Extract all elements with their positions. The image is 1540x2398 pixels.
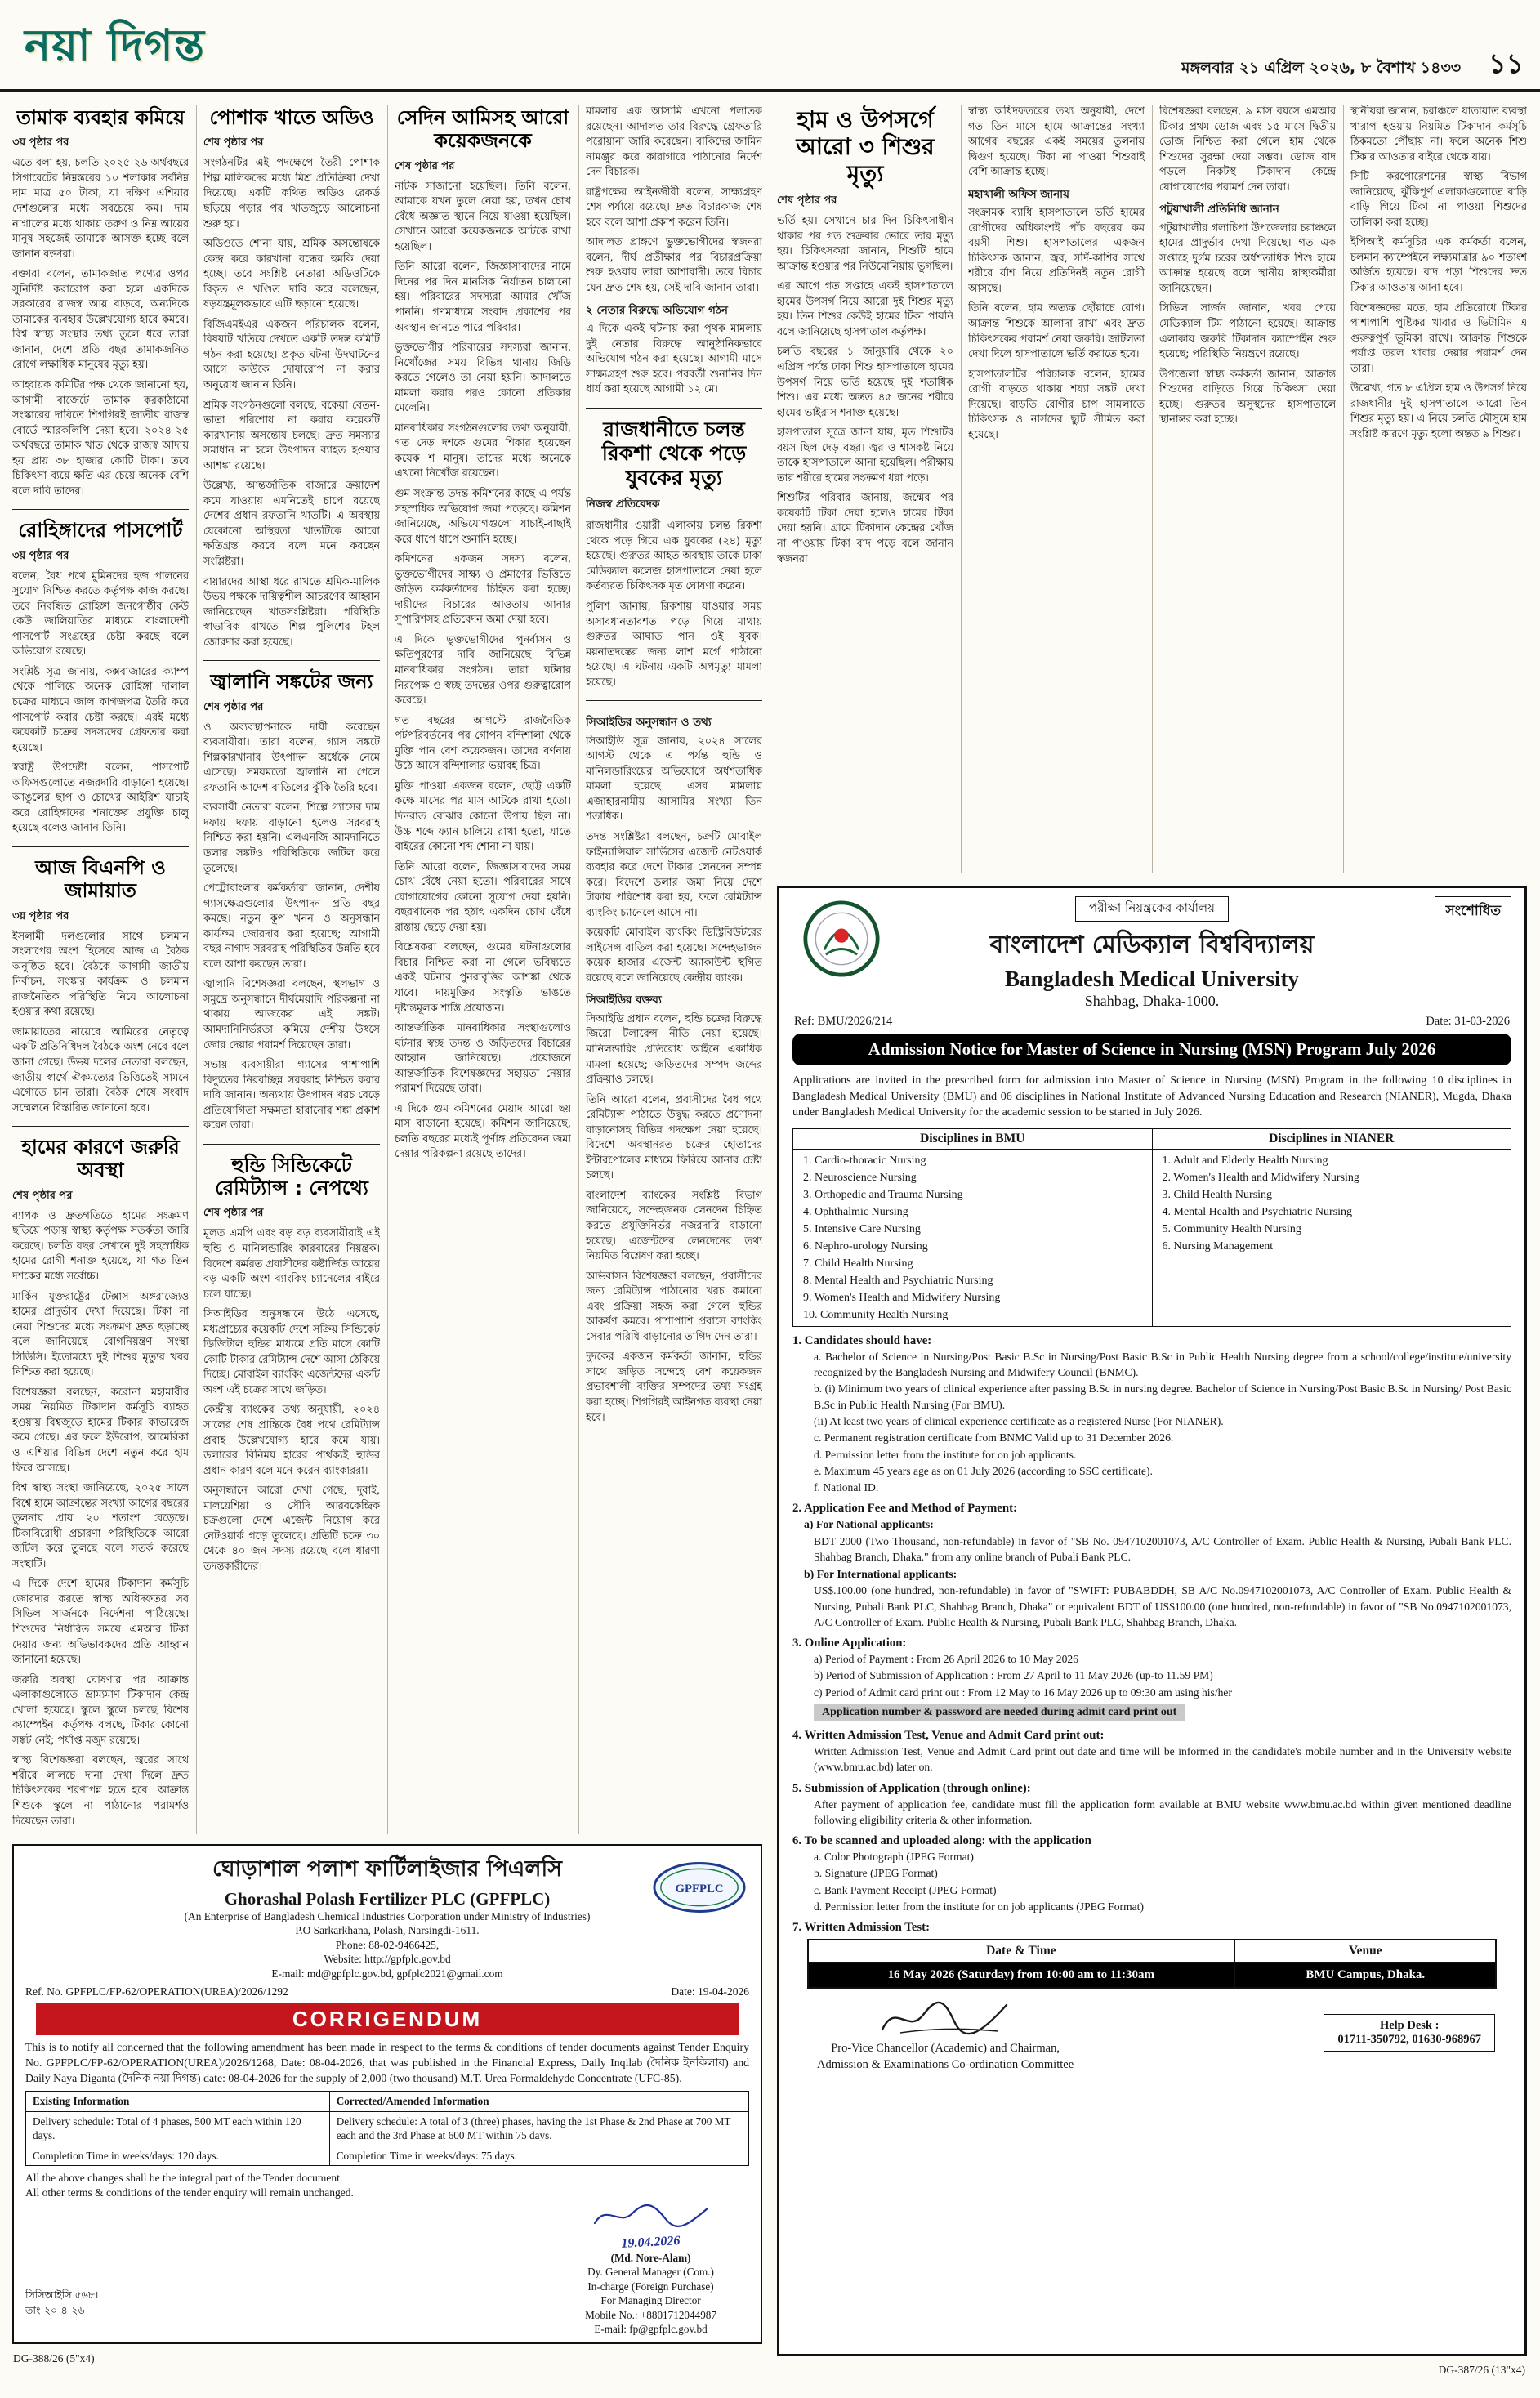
paragraph: c. Permanent registration certificate from BNMC Valid up to 31 December 2026.: [814, 1431, 1174, 1445]
paragraph: ব্যাপক ও দ্রুতগতিতে হামের সংক্রমণ ছড়িয়ে পড়ায় স্বাস্থ্য কর্তৃপক্ষ সতর্কতা জারি করেছে। চলতি বছর সেখানে দুই সহস্রাধিক হামের রোগী শনাক্ত হয়েছে, যা গত তিন দশকের মধ্যে সর্বোচ্চ।: [12, 1209, 189, 1283]
paragraph: a. Color Photograph (JPEG Format): [814, 1851, 974, 1864]
news-column-4: [586, 105, 762, 1834]
paragraph: এ দিকে দেশে হামের টিকাদান কর্মসূচি জোরদার করতে স্বাস্থ্য অধিদফতর সব সিভিল সার্জনকে নির্দেশনা পাঠিয়েছে। শিশুদের নির্ধারিত সময়ে এমআর টিকা দেয়ার জন্য অভিভাবকদের প্রতি আহ্বান জানানো হয়েছে।: [12, 1578, 189, 1667]
article-fuel-crisis: [203, 660, 380, 1134]
article-body: [395, 180, 571, 1163]
gpfplc-ad-print-tag: DG-388/26 (5"x4): [13, 2352, 95, 2365]
measles-subcolumn-1: [777, 105, 953, 873]
paragraph: তিনি আরো বলেন, জিজ্ঞাসাবাদের নামে দিনের পর দিন মানসিক নির্যাতন চালানো হয়। পরিবারের সদস্যরা আমার খোঁজ পাননি। গণমাধ্যমে সংবাদ প্রকাশের পর অবস্থান জানতে পারে পরিবার।: [395, 261, 571, 334]
continued-from-marker: শেষ পৃষ্ঠার পর: [12, 1189, 73, 1202]
section-title: 1. Candidates should have:: [792, 1333, 932, 1347]
paragraph: উপজেলা স্বাস্থ্য কর্মকর্তা জানান, আক্রান্ত শিশুদের বাড়িতে গিয়ে চিকিৎসা দেয়া হচ্ছে। গুরুতর অসুস্থদের হাসপাতালে স্থানান্তর করা হচ্ছে।: [1159, 368, 1336, 426]
paragraph: নাটক সাজানো হয়েছিল। তিনি বলেন, আমাকে যখন তুলে নেয়া হয়, তখন চোখ বেঁধে অজ্ঞাত স্থানে নিয়ে যাওয়া হয়েছিল। সেখানে আরো কয়েকজনকে আটকে রাখা হয়েছিল।: [395, 180, 571, 253]
article-body: [12, 1209, 189, 1829]
gpfplc-signature-block: [585, 2202, 716, 2336]
disciplines-table: [792, 1128, 1511, 1327]
article-body: [777, 214, 953, 567]
university-address: Shahbag, Dhaka-1000.: [1084, 993, 1220, 1009]
paragraph: c. Bank Payment Receipt (JPEG Format): [814, 1883, 997, 1896]
paragraph: 3. Orthopedic and Trauma Nursing: [803, 1188, 963, 1201]
paragraph: 9. Women's Health and Midwifery Nursing: [803, 1291, 1001, 1304]
continued-from-marker: শেষ পৃষ্ঠার পর: [395, 159, 455, 172]
bmu-header: [792, 896, 1511, 1010]
paragraph: স্বরাষ্ট্র উপদেষ্টা বলেন, পাসপোর্ট অফিসগুলোতে নজরদারি বাড়ানো হয়েছে। আঙুলের ছাপ ও চোখের আইরিশ যাচাই করে রোহিঙ্গাদের শনাক্তের প্রযুক্তি চালু হয়েছে বলেও জানান তিনি।: [12, 761, 189, 835]
exam-datetime: 16 May 2026 (Saturday) from 10:00 am to 11:30am: [808, 1963, 1235, 1988]
paragraph: শ্রমিক সংগঠনগুলো বলছে, বকেয়া বেতন-ভাতা পরিশোধ না করায় কয়েকটি কারখানায় অসন্তোষ চলছে। দ্রুত সমস্যার সমাধান না হলে উৎপাদন ব্যাহত হওয়ার আশঙ্কা রয়েছে।: [203, 399, 380, 472]
bmu-section-written-test: [792, 1921, 1511, 1989]
help-desk-numbers: 01711-350792, 01630-968967: [1337, 2033, 1481, 2047]
bmu-section-online-application: [792, 1637, 1511, 1722]
paragraph: পুলিশ জানায়, রিকশায় যাওয়ার সময় অসাবধানতাবশত পড়ে গিয়ে মাথায় গুরুতর আঘাত পান ওই যুবক। ময়নাতদন্তের জন্য লাশ মর্গে পাঠানো হয়েছে। এ ঘটনায় একটি অপমৃত্যু মামলা হয়েছে।: [586, 600, 762, 689]
sub-headline: b) For International applicants:: [804, 1567, 957, 1580]
exam-venue: BMU Campus, Dhaka.: [1234, 1963, 1496, 1988]
ref-number: Ref: BMU/2026/214: [794, 1015, 893, 1028]
gpfplc-corrigendum-ad: [12, 1844, 762, 2344]
company-email: E-mail: md@gpfplc.gov.bd, gpfplc2021@gmail.com: [271, 1967, 503, 1980]
bmu-bottom-row: [792, 1997, 1511, 2073]
bmu-signature-block: [817, 1997, 1074, 2073]
paragraph: 6. Nursing Management: [1162, 1239, 1274, 1253]
paragraph: 5. Intensive Care Nursing: [803, 1222, 921, 1235]
paragraph: মুক্তি পাওয়া একজন বলেন, ছোট্ট একটি কক্ষে মাসের পর মাস আটকে রাখা হতো। দিনরাত বোঝার কোনো উপায় ছিল না। উচ্চ শব্দে ফ্যান চালিয়ে রাখা হতো, যাতে বাইরের কোনো শব্দ শোনা না যায়।: [395, 779, 571, 854]
paragraph: BDT 2000 (Two Thousand, non-refundable) in favor of "SB No. 0947102001073, A/C Controller of Exam. Public Health & Nursing, Pubali Bank PLC. Shahbag Branch, Dhaka." from any online branch of Pubali Bank PLC.: [814, 1535, 1511, 1564]
sub-headline: a) For National applicants:: [804, 1518, 934, 1531]
paragraph: বিশেষজ্ঞরা বলছেন, ৯ মাস বয়সে এমআর টিকার প্রথম ডোজ এবং ১৫ মাসে দ্বিতীয় ডোজ নিশ্চিত করা গেলে হাম থেকে শিশুদের সুরক্ষা দেয়া সম্ভব। ডোজ বাদ পড়লে নিকটস্থ টিকাদান কেন্দ্রে যোগাযোগের পরামর্শ দেন তারা।: [1159, 105, 1336, 194]
amended-completion-time: Completion Time in weeks/days: 75 days.: [329, 2146, 748, 2165]
paragraph: সংশ্লিষ্ট সূত্র জানায়, কক্সবাজারের ক্যাম্প থেকে পালিয়ে অনেক রোহিঙ্গা দালাল চক্রের মাধ্যমে জাল কাগজপত্র তৈরি করে পাসপোর্ট করার চেষ্টা করছে। এরই মধ্যে কয়েকটি চক্রের সদস্যদের গ্রেফতার করা হয়েছে।: [12, 665, 189, 754]
paragraph: এ দিকে গুম কমিশনের মেয়াদ আরো ছয় মাস বাড়ানো হয়েছে। কমিশন জানিয়েছে, চলতি বছরের মধ্যেই পূর্ণাঙ্গ প্রতিবেদন জমা দেয়ার পরিকল্পনা রয়েছে তাদের।: [395, 1102, 571, 1161]
paragraph: সিআইডি সূত্র জানায়, ২০২৪ সালের আগস্ট থেকে এ পর্যন্ত হুন্ডি ও মানিলন্ডারিংয়ের অভিযোগে অর্ধশতাধিক মামলা হয়েছে। এসব মামলায় এজাহারনামীয় আসামির সংখ্যা তিন শতাধিক।: [586, 735, 762, 824]
paragraph: 4. Mental Health and Psychiatric Nursing: [1162, 1205, 1353, 1218]
paragraph: জামায়াতের নায়েবে আমিরের নেতৃত্বে একটি প্রতিনিধিদল বৈঠকে অংশ নেবে বলে জানা গেছে। উভয় দলের নেতারা বলছেন, জাতীয় স্বার্থে ঐকমত্যের ভিত্তিতেই সামনে এগোতে চান তারা। বৈঠক শেষে সংবাদ সম্মেলনে বিস্তারিত জানানো হবে।: [12, 1025, 189, 1114]
controller-office-label: পরীক্ষা নিয়ন্ত্রকের কার্যালয়: [1075, 896, 1229, 922]
paragraph: চলতি বছরের ১ জানুয়ারি থেকে ২০ এপ্রিল পর্যন্ত ঢাকা শিশু হাসপাতালে হামের উপসর্গ নিয়ে ভর্তি হয়েছে দুই শতাধিক শিশু। এর মধ্যে অন্তত ৪৫ জনের শরীরে হামের ভাইরাস শনাক্ত হয়েছে।: [777, 346, 953, 419]
paragraph: উল্লেখ্য, গত ৮ এপ্রিল হাম ও উপসর্গ নিয়ে রাজধানীর দুই হাসপাতালে আরো তিন শিশুর মৃত্যু হয়। এ নিয়ে চলতি মৌসুমে হাম সংশ্লিষ্ট কারণে মৃত্যু হলো অন্তত ৯ শিশুর।: [1350, 382, 1527, 440]
masthead: [0, 0, 1540, 92]
signature-scribble: [876, 1997, 1015, 2039]
article-disappearance-testimony: [395, 106, 571, 1163]
page-number: ১১: [1489, 47, 1524, 79]
paragraph: আন্তর্জাতিক মানবাধিকার সংস্থাগুলোও ঘটনার স্বচ্ছ তদন্ত ও জড়িতদের বিচারের আহ্বান জানিয়েছে। প্রয়োজনে আন্তর্জাতিক বিশেষজ্ঞদের সহায়তা নেয়ার পরামর্শ দিয়েছে তারা।: [395, 1022, 571, 1096]
paragraph: এর আগে গত সপ্তাহে একই হাসপাতালে হামের উপসর্গ নিয়ে আরো দুই শিশুর মৃত্যু হয়। তিন শিশুর কেউই হামের টিকা পায়নি বলে জানিয়েছে হাসপাতাল কর্তৃপক্ষ।: [777, 280, 953, 338]
bmu-section-submission: [792, 1782, 1511, 1829]
disciplines-nianer-list: [1163, 1152, 1502, 1255]
paragraph: বিশ্ব স্বাস্থ্য সংস্থা জানিয়েছে, ২০২৫ সালে বিশ্বে হামে আক্রান্তের সংখ্যা আগের বছরের তুলনায় প্রায় ২০ শতাংশ বেড়েছে। টিকাবিরোধী প্রচারণা পরিস্থিতিকে আরো জটিল করে তুলছে বলে সতর্ক করেছে সংস্থাটি।: [12, 1482, 189, 1570]
measles-subcolumn-4: [1350, 105, 1527, 873]
ref-row: [25, 1985, 749, 1998]
company-name-bn: ঘোড়াশাল পলাশ ফার্টিলাইজার পিএলসি: [212, 1856, 563, 1882]
paragraph: রাষ্ট্রপক্ষের আইনজীবী বলেন, সাক্ষ্যগ্রহণ শেষ পর্যায়ে রয়েছে। দ্রুত বিচারকাজ শেষ হবে বলে আশা প্রকাশ করেন তিনি।: [586, 185, 762, 229]
news-column-1: [12, 105, 189, 1834]
column-rule: [387, 105, 388, 1834]
paragraph: 6. Nephro-urology Nursing: [803, 1239, 928, 1253]
disciplines-bmu-header: Disciplines in BMU: [793, 1128, 1153, 1149]
continued-from-marker: ৩য় পৃষ্ঠার পর: [12, 136, 69, 150]
gpfplc-logo-text: GPFPLC: [675, 1882, 724, 1896]
paragraph: US$.100.00 (one hundred, non-refundable) in favor of "SWIFT: PUBABDDH, SB A/C No.0947102001073, A/C Controller of Exam. Public Health & Nursing, Pubali Bank PLC, Shahbag Branch, Dhaka" or equivalent BDT of US$100.00 (one hundred, non-refundable) in favor of "SB No.0947102001073, A/C Controller of Exam. Public Health & Nursing, Pubali Bank PLC, Shahbag Branch, Dhaka.: [814, 1584, 1511, 1628]
paragraph: মার্কিন যুক্তরাষ্ট্রের টেক্সাস অঙ্গরাজ্যেও হামের প্রাদুর্ভাব দেখা দিয়েছে। টিকা না নেয়া শিশুদের মধ্যে সংক্রমণ দ্রুত ছড়াচ্ছে বলে জানিয়েছে রোগনিয়ন্ত্রণ সংস্থা সিডিসি। ইতোমধ্যে দুই শিশুর মৃত্যুর খবর নিশ্চিত করা হয়েছে।: [12, 1290, 189, 1379]
paragraph: জরুরি অবস্থা ঘোষণার পর আক্রান্ত এলাকাগুলোতে ভ্রাম্যমাণ টিকাদান কেন্দ্র খোলা হয়েছে। স্কুলে স্কুলে চলছে বিশেষ ক্যাম্পেইন। কর্তৃপক্ষ বলছে, টিকার কোনো সঙ্কট নেই; পর্যাপ্ত মজুদ রয়েছে।: [12, 1673, 189, 1747]
paragraph: শিশুটির পরিবার জানায়, জন্মের পর কয়েকটি টিকা দেয়া হলেও হামের টিকা দেয়া হয়নি। গ্রামে টিকাদান কেন্দ্রের খোঁজ না পাওয়ায় টিকা বাদ পড়ে বলে জানান স্বজনরা।: [777, 492, 953, 565]
paragraph: ইপিআই কর্মসূচির এক কর্মকর্তা বলেন, চলমান ক্যাম্পেইনে লক্ষ্যমাত্রার ৯০ শতাংশ অর্জিত হয়েছে। বাদ পড়া শিশুদের দ্রুত টিকার আওতায় আনা হবে।: [1350, 236, 1527, 295]
paragraph: b) Period of Submission of Application : From 27 April to 11 May 2026 (up-to 11.59 PM): [814, 1669, 1213, 1682]
paragraph: সিভিল সার্জন জানান, খবর পেয়ে মেডিক্যাল টিম পাঠানো হয়েছে। আক্রান্ত এলাকায় জরুরি টিকাদান ক্যাম্পেইন শুরু হয়েছে; পরিস্থিতি নিয়ন্ত্রণে রয়েছে।: [1159, 302, 1336, 361]
column-rule: [578, 105, 579, 1834]
continued-from-marker: শেষ পৃষ্ঠার পর: [777, 194, 837, 208]
paragraph: (ii) At least two years of clinical experience certificate as a registered Nurse (For NIANER).: [814, 1414, 1224, 1427]
paragraph: বলেন, বৈধ পথে মুমিনদের হজ পালনের সুযোগ নিশ্চিত করতে কর্তৃপক্ষ কাজ করছে। তবে নিবন্ধিত রোহিঙ্গা জনগোষ্ঠীর কেউ কেউ জালিয়াতির মাধ্যমে বাংলাদেশী পাসপোর্ট সংগ্রহের চেষ্টা করছে বলে অভিযোগ রয়েছে।: [12, 569, 189, 659]
paragraph: e. Maximum 45 years age as on 01 July 2026 (according to SSC certificate).: [814, 1464, 1153, 1477]
paragraph: 2. Women's Health and Midwifery Nursing: [1162, 1171, 1359, 1184]
paragraph: a. Bachelor of Science in Nursing/Post Basic B.Sc in Nursing/Post Basic B.Sc in Public Health Nursing degree from a school/college/institute/university recognized by the Bangladesh Nursing and Midwifery Council (BNMC).: [814, 1350, 1511, 1379]
signatory-title-line2: Admission & Examinations Co-ordination Committee: [817, 2057, 1074, 2071]
cc-line: সিসিআইসি ৫৬৮।: [25, 2288, 99, 2301]
article-headline: হুন্ডি সিন্ডিকেটে রেমিট্যান্স : নেপথ্যে: [215, 1153, 368, 1200]
article-body: [968, 105, 1145, 443]
help-desk-box: [1324, 2014, 1495, 2052]
paragraph: d. Permission letter from the institute for on job applicants (JPEG Format): [814, 1900, 1144, 1913]
existing-completion-time: Completion Time in weeks/days: 120 days.: [26, 2146, 330, 2165]
bmu-section-fees: [792, 1502, 1511, 1630]
paragraph: কয়েকটি মোবাইল ব্যাংকিং ডিস্ট্রিবিউটরের লাইসেন্স বাতিল করা হয়েছে। সন্দেহভাজন কয়েক হাজার এজেন্ট অ্যাকাউন্ট স্থগিত রয়েছে বলে জানিয়েছে কেন্দ্রীয় ব্যাংক।: [586, 927, 762, 985]
paragraph: কেন্দ্রীয় ব্যাংকের তথ্য অনুযায়ী, ২০২৪ সালের শেষ প্রান্তিকে বৈধ পথে রেমিট্যান্স প্রবাহ উল্লেখযোগ্য হারে কমে যায়। ডলারের বিনিময় হারের পার্থক্যই হুন্ডির প্রধান কারণ বলে মনে করেন ব্যাংকাররা।: [203, 1404, 380, 1477]
article-body: [203, 1226, 380, 1574]
newspaper-logo: নয়া দিগন্ত: [25, 20, 205, 71]
section-title: 4. Written Admission Test, Venue and Admit Card print out:: [792, 1728, 1105, 1742]
paragraph: তদন্ত সংশ্লিষ্টরা বলছেন, চক্রটি মোবাইল ফাইন্যান্সিয়াল সার্ভিসের এজেন্ট নেটওয়ার্ক ব্যবহার করে দেশে টাকার লেনদেন সম্পন্ন করে। বিদেশে ডলার জমা নিয়ে দেশে টাকায় পরিশোধ করা হয়, ফলে রেমিট্যান্স ব্যাংকিং চ্যানেলে আসে না।: [586, 830, 762, 919]
corrigendum-banner: CORRIGENDUM: [36, 2003, 738, 2035]
article-bnp-jamaat: [12, 846, 189, 1116]
paragraph: রাজধানীর ওয়ারী এলাকায় চলন্ত রিকশা থেকে পড়ে গিয়ে এক যুবকের (২৪) মৃত্যু হয়েছে। গুরুতর আহত অবস্থায় তাকে ঢাকা মেডিক্যাল কলেজ হাসপাতালে নেয়া হলে কর্তব্যরত চিকিৎসক মৃত ঘোষণা করেন।: [586, 520, 762, 593]
disciplines-nianer-header: Disciplines in NIANER: [1152, 1128, 1511, 1149]
section-title: 2. Application Fee and Method of Payment:: [792, 1502, 1017, 1516]
signatory-email: E-mail: fp@gpfplc.gov.bd: [594, 2323, 708, 2336]
paragraph: তিনি আরো বলেন, প্রবাসীদের বৈধ পথে রেমিট্যান্স পাঠাতে উদ্বুদ্ধ করতে প্রণোদনা বাড়ানোসহ বিভিন্ন পদক্ষেপ নেয়া হয়েছে। বিদেশে অবস্থানরত চক্রের হোতাদের ইন্টারপোলের মাধ্যমে ফিরিয়ে আনার চেষ্টা চলছে।: [586, 1093, 762, 1182]
signatory-title-2: In-charge (Foreign Purchase): [587, 2280, 714, 2293]
paragraph: 8. Mental Health and Psychiatric Nursing: [803, 1274, 993, 1287]
paragraph: সংগঠনটির এই পদক্ষেপে তৈরী পোশাক শিল্প মালিকদের মধ্যে মিশ্র প্রতিক্রিয়া দেখা দিয়েছে। একটি কথিত অডিও রেকর্ড ছড়িয়ে পড়ার পর খাতজুড়ে আলোচনা শুরু হয়।: [203, 157, 380, 230]
paragraph: After payment of application fee, candidate must fill the application form available at BMU website www.bmu.ac.bd within given mentioned deadline following eligibility criteria & other information.: [814, 1797, 1511, 1826]
paragraph: 1. Cardio-thoracic Nursing: [803, 1154, 926, 1167]
news-column-3: [395, 105, 571, 1834]
paragraph: সভায় ব্যবসায়ীরা গ্যাসের পাশাপাশি বিদ্যুতের নিরবচ্ছিন্ন সরবরাহ নিশ্চিত করার দাবি জানান। অন্যথায় উৎপাদন খরচ বেড়ে প্রতিযোগিতা সক্ষমতা হারানোর শঙ্কা প্রকাশ করেন তারা।: [203, 1059, 380, 1132]
paragraph: সংক্রামক ব্যাধি হাসপাতালে ভর্তি হামের রোগীদের অধিকাংশই পাঁচ বছরের কম বয়সী শিশু। হাসপাতালের একজন চিকিৎসক জানান, জ্বর, সর্দি-কাশির সাথে শরীরে র্যাশ নিয়ে প্রতিদিনই নতুন রোগী আসছে।: [968, 207, 1145, 295]
paragraph: তিনি বলেন, হাম অত্যন্ত ছোঁয়াচে রোগ। আক্রান্ত শিশুকে আলাদা রাখা এবং দ্রুত চিকিৎসকের পরামর্শ নেয়া জরুরি। জটিলতা দেখা দিলে হাসপাতালে ভর্তি করাতে হবে।: [968, 302, 1145, 361]
section-title: 7. Written Admission Test:: [792, 1921, 931, 1935]
paragraph: 2. Neuroscience Nursing: [803, 1171, 917, 1184]
article-body: [586, 105, 762, 398]
continued-from-marker: শেষ পৃষ্ঠার পর: [203, 700, 264, 713]
continued-from-marker: শেষ পৃষ্ঠার পর: [203, 1207, 264, 1220]
paragraph: গত বছরের আগস্টে রাজনৈতিক পটপরিবর্তনের পর গোপন বন্দিশালা থেকে মুক্তি পান বেশ কয়েকজন। তাদের বর্ণনায় উঠে আসে বন্দিশালার ভয়াবহ চিত্র।: [395, 714, 571, 773]
paragraph: মূলত এমপি এবং বড় বড় ব্যবসায়ীরাই এই হুন্ডি ও মানিলন্ডারিং কারবারের নিয়ন্ত্রক। বিদেশে কর্মরত প্রবাসীদের কষ্টার্জিত আয়ের বড় একটি অংশ ব্যাংকিং চ্যানেলের বাইরে চলে যাচ্ছে।: [203, 1227, 380, 1301]
bmu-logo: [802, 900, 881, 978]
paragraph: ব্যবসায়ী নেতারা বলেন, শিল্পে গ্যাসের দাম দফায় দফায় বাড়ানো হলেও সরবরাহ নিশ্চিত করা হয়নি। এলএনজি আমদানিতে ডলার সঙ্কটও পরিস্থিতিকে জটিল করে তুলেছে।: [203, 802, 380, 875]
continued-from-marker: ৩য় পৃষ্ঠার পর: [12, 909, 69, 922]
sub-headline: মহাখালী অফিস জানায়: [968, 188, 1069, 201]
corrigendum-body: This is to notify all concerned that the following amendment has been made in respect to the terms & conditions of tender documents against Tender Enquiry No. GPFPLC/FP-62/OPERATION(UREA)/2026/1268, Date: 08-04-2026, that was published in the Financial Express, Daily Inqilab (দৈনিক ইনকিলাব) and Daily Naya Diganta (দৈনিক নয়া দিগন্ত) date: 08-04-2026 for the supply of 2,000 (two thousand) M.T. Urea Formaldehyde Concentrate (UFC-85).: [25, 2041, 749, 2084]
paragraph: হাসপাতাল সূত্রে জানা যায়, মৃত শিশুটির বয়স ছিল দেড় বছর। জ্বর ও শ্বাসকষ্ট নিয়ে তাকে হাসপাতালে আনা হয়েছিল। পরীক্ষায় তার শরীরে হামের সংক্রমণ ধরা পড়ে।: [777, 426, 953, 485]
article-body: [586, 519, 762, 690]
bmu-section-candidates: [792, 1334, 1511, 1496]
company-address: P.O Sarkarkhana, Polash, Narsingdi-1611.: [295, 1924, 480, 1937]
signatory-title-line1: Pro-Vice Chancellor (Academic) and Chairman,: [831, 2042, 1060, 2056]
paragraph: b. Signature (JPEG Format): [814, 1867, 938, 1880]
section-items: [792, 1744, 1511, 1775]
sub-headline: সিআইডির অনুসন্ধান ও তথ্য: [586, 717, 712, 730]
section-title: 6. To be scanned and uploaded along: with the application: [792, 1834, 1091, 1848]
exam-datetime-header: Date & Time: [808, 1940, 1235, 1963]
company-subtitle: (An Enterprise of Bangladesh Chemical Industries Corporation under Ministry of Industries): [184, 1910, 591, 1922]
company-website: Website: http://gpfplc.gov.bd: [324, 1953, 451, 1966]
university-name-en: Bangladesh Medical University: [1004, 967, 1299, 991]
paragraph: আহ্বায়ক কমিটির পক্ষ থেকে জানানো হয়, আগামী বাজেটে তামাক করকাঠামো সংস্কারের দাবিতে শিগগিরই জাতীয় রাজস্ব বোর্ডে স্মারকলিপি দেয়া হবে। ২০২৪-২৫ অর্থবছরে তামাক খাত থেকে রাজস্ব আদায় হয় প্রায় ৩৮ হাজার কোটি টাকা। তবে চিকিৎসা ব্যয়ে ক্ষতি এর চেয়ে অনেক বেশি বলে দাবি তাদের।: [12, 378, 189, 498]
measles-subcolumn-3: [1159, 105, 1336, 873]
paragraph: ভুক্তভোগীর পরিবারের সদস্যরা জানান, নিখোঁজের সময় বিভিন্ন থানায় জিডি করতে গেলেও তা নেয়া হয়নি। আদালতে মামলা করার পরও কোনো প্রতিকার মেলেনি।: [395, 342, 571, 415]
notice-date: Date: 31-03-2026: [1426, 1015, 1510, 1028]
paragraph: স্বাস্থ্য বিশেষজ্ঞরা বলছেন, জ্বরের সাথে শরীরে লালচে দানা দেখা দিলে দ্রুত চিকিৎসকের শরণাপন্ন হতে হবে। আক্রান্ত শিশুকে স্কুলে না পাঠানোর পরামর্শও দিয়েছেন তারা।: [12, 1754, 189, 1828]
article-body: [12, 569, 189, 837]
paragraph: b. (i) Minimum two years of clinical experience after passing B.Sc in nursing degree. Bachelor of Science in Nursing/Post Basic B.Sc in Nursing/ Post Basic B.Sc in Public Health Nursing (For BMU).: [814, 1382, 1511, 1411]
paragraph: স্থানীয়রা জানান, চরাঞ্চলে যাতায়াত ব্যবস্থা খারাপ হওয়ায় নিয়মিত টিকাদান কর্মসূচি ঠিকমতো পৌঁছায় না। ফলে অনেক শিশু টিকার আওতার বাইরে থেকে যায়।: [1350, 105, 1527, 163]
section-items: [792, 1797, 1511, 1829]
paragraph: 3. Child Health Nursing: [1162, 1188, 1273, 1201]
section-title: 3. Online Application:: [792, 1637, 907, 1650]
notice-intro: Applications are invited in the prescribed form for admission into Master of Science in Nursing (MSN) Program in the following 10 disciplines in Bangladesh Medical University (BMU) and 06 disciplines in National Institute of Advanced Nursing Education and Research (NIANER), Mugda, Dhaka under Bangladesh Medical University for the academic session to be started in July 2026.: [792, 1074, 1511, 1119]
section-items: [792, 1349, 1511, 1496]
paragraph: সিটি করপোরেশনের স্বাস্থ্য বিভাগ জানিয়েছে, ঝুঁকিপূর্ণ এলাকাগুলোতে বাড়ি বাড়ি গিয়ে টিকা না পাওয়া শিশুদের তালিকা করা হচ্ছে।: [1350, 171, 1527, 229]
handwritten-date: 19.04.2026: [621, 2234, 681, 2251]
article-body: [586, 715, 762, 1426]
article-measles-deaths: [777, 105, 1527, 873]
signatory-title-1: Dy. General Manager (Com.): [587, 2266, 714, 2279]
paragraph: অডিওতে শোনা যায়, শ্রমিক অসন্তোষকে কেন্দ্র করে কারখানা বন্ধের হুমকি দেয়া হচ্ছে। তবে সংশ্লিষ্ট নেতারা অডিওটিকে বিকৃত ও খণ্ডিত দাবি করে বলেছেন, ষড়যন্ত্রমূলকভাবে এটি ছড়ানো হয়েছে।: [203, 238, 380, 311]
paragraph: সিআইডি প্রধান বলেন, হুন্ডি চক্রের বিরুদ্ধে জিরো টলারেন্স নীতি নেয়া হয়েছে। মানিলন্ডারিং প্রতিরোধ আইনে একাধিক মামলা হয়েছে; জড়িতদের সম্পদ জব্দের প্রক্রিয়াও চলছে।: [586, 1012, 762, 1087]
disciplines-bmu-list: [803, 1152, 1142, 1324]
paragraph: 4. Ophthalmic Nursing: [803, 1205, 908, 1218]
article-body: [1159, 105, 1336, 428]
gpfplc-bottom: [25, 2200, 749, 2336]
amended-delivery-schedule: Delivery schedule: A total of 3 (three) phases, having the 1st Phase & 2nd Phase at 700 MT each and the 3rd Phase at 600 MT within 75 days.: [329, 2111, 748, 2146]
existing-delivery-schedule: Delivery schedule: Total of 4 phases, 500 MT each within 120 days.: [26, 2111, 330, 2146]
bmu-ad-print-tag: DG-387/26 (13"x4): [1438, 2364, 1525, 2376]
continued-from-marker: শেষ পৃষ্ঠার পর: [203, 136, 264, 150]
exam-venue-header: Venue: [1234, 1940, 1496, 1963]
article-hundi-syndicate: [203, 1144, 380, 1575]
article-body: [1350, 105, 1527, 442]
cc-date: তাং-২০-৪-২৬: [25, 2303, 85, 2316]
article-headline: রাজধানীতে চলন্ত রিকশা থেকে পড়ে যুবকের মৃত্যু: [601, 417, 747, 489]
signatory-mobile: Mobile No.: +8801712044987: [585, 2308, 716, 2321]
article-tobacco: [12, 106, 189, 499]
signatory-title-3: For Managing Director: [600, 2294, 701, 2307]
paragraph: হাসপাতালটির পরিচালক বলেন, হামের রোগী বাড়তে থাকায় শয্যা সঙ্কট দেখা দিয়েছে। বাড়তি রোগীর চাপ সামলাতে চিকিৎসক ও নার্সদের ছুটি সীমিত করা হয়েছে।: [968, 368, 1145, 441]
article-garments-audio: [203, 106, 380, 650]
admission-notice-banner: Admission Notice for Master of Science in Nursing (MSN) Program July 2026: [792, 1034, 1511, 1065]
article-body: [12, 156, 189, 499]
signatory-name: (Md. Nore-Alam): [610, 2252, 691, 2265]
paragraph: ভর্তি হয়। সেখানে চার দিন চিকিৎসাধীন থাকার পর গত শুক্রবার ভোরে তার মৃত্যু হয়। চিকিৎসকরা জানান, শিশুটি হামে আক্রান্ত হওয়ার পর নিউমোনিয়ায় ভুগছিল।: [777, 215, 953, 273]
cc-block: [25, 2288, 98, 2319]
paragraph: f. National ID.: [814, 1481, 879, 1494]
help-desk-label: Help Desk :: [1379, 2019, 1440, 2033]
news-column-2: [203, 105, 380, 1834]
byline: নিজস্ব প্রতিবেদক: [586, 498, 660, 511]
paragraph: বিশ্লেষকরা বলছেন, গুমের ঘটনাগুলোর বিচার নিশ্চিত করা না গেলে ভবিষ্যতে একই ঘটনার পুনরাবৃত্তির আশঙ্কা থেকে যাবে। দায়মুক্তির সংস্কৃতি ভাঙতে দৃষ্টান্তমূলক শাস্তি প্রয়োজন।: [395, 941, 571, 1015]
sub-headline: সিআইডির বক্তব্য: [586, 994, 662, 1007]
bmu-admission-notice: [777, 886, 1527, 2356]
paragraph: d. Permission letter from the institute for on job applicants.: [814, 1448, 1077, 1461]
admit-card-highlight: Application number & password are needed during admit card print out: [814, 1704, 1185, 1721]
gpfplc-header: [25, 1852, 749, 1980]
gpfplc-logo: [651, 1859, 748, 1916]
date-line: মঙ্গলবার ২১ এপ্রিল ২০২৬, ৮ বৈশাখ ১৪৩৩: [1181, 59, 1462, 77]
existing-info-header: Existing Information: [26, 2092, 330, 2111]
paragraph: বিজিএমইএর একজন পরিচালক বলেন, বিষয়টি খতিয়ে দেখতে একটি তদন্ত কমিটি গঠন করা হয়েছে। প্রকৃত ঘটনা উদঘাটনের আগে কাউকে দোষারোপ না করার অনুরোধ জানান তিনি।: [203, 318, 380, 391]
paragraph: 7. Child Health Nursing: [803, 1257, 913, 1270]
article-headline: আজ বিএনপি ও জামায়াত: [35, 855, 166, 903]
section-items: [792, 1849, 1511, 1914]
paragraph: তিনি আরো বলেন, জিজ্ঞাসাবাদের সময় চোখ বেঁধে নেয়া হতো। পরিবারের সাথে যোগাযোগের কোনো সুযোগ দেয়া হয়নি। বছরখানেক পর হঠাৎ একদিন চোখ বেঁধে রাস্তায় ছেড়ে দেয়া হয়।: [395, 860, 571, 934]
paragraph: ও অব্যবস্থাপনাকে দায়ী করেছেন ব্যবসায়ীরা। তারা বলেন, গ্যাস সঙ্কটে শিল্পকারখানার উৎপাদন অর্ধেকে নেমে এসেছে। সময়মতো জ্বালানি না পেলে রফতানি আদেশ বাতিলের ঝুঁকি তৈরি হবে।: [203, 721, 380, 794]
paragraph: পটুয়াখালীর গলাচিপা উপজেলার চরাঞ্চলে হামের প্রাদুর্ভাব দেখা দিয়েছে। গত এক সপ্তাহে দুর্গম চরের অর্ধশতাধিক শিশু হামে আক্রান্ত হয়েছে বলে স্থানীয় স্বাস্থ্যকর্মীরা জানিয়েছেন।: [1159, 221, 1336, 295]
section-items: [792, 1516, 1511, 1630]
section-items: [792, 1651, 1511, 1700]
article-hundi-continued: [586, 700, 762, 1426]
ref-number: Ref. No. GPFPLC/FP-62/OPERATION(UREA)/2026/1292: [25, 1985, 288, 1998]
bmu-section-uploads: [792, 1834, 1511, 1914]
article-measles-emergency: [12, 1126, 189, 1829]
paragraph: সিআইডির অনুসন্ধানে উঠে এসেছে, মধ্যপ্রাচ্যের কয়েকটি দেশে সক্রিয় সিন্ডিকেট ডিজিটাল হুন্ডির মাধ্যমে প্রতি মাসে কোটি কোটি টাকার রেমিট্যান্স দেশে আসা ঠেকিয়ে দিচ্ছে। মোবাইল ব্যাংকিং এজেন্টদের একটি অংশ এই চক্রের সাথে জড়িত।: [203, 1308, 380, 1396]
ref-row: [794, 1015, 1510, 1029]
amendment-table: [25, 2091, 749, 2166]
paragraph: 10. Community Health Nursing: [803, 1308, 949, 1321]
paragraph: গুম সংক্রান্ত তদন্ত কমিশনের কাছে এ পর্যন্ত সহস্রাধিক অভিযোগ জমা পড়েছে। কমিশন জানিয়েছে, অভিযোগগুলো যাচাই-বাছাই করে ধাপে ধাপে শুনানি হচ্ছে।: [395, 488, 571, 546]
paragraph: c) Period of Admit card print out : From 12 May to 16 May 2026 up to 09:30 am using his/her: [814, 1686, 1232, 1699]
article-headline: রোহিঙ্গাদের পাসপোর্ট: [18, 519, 183, 543]
paragraph: দুদকের একজন কর্মকর্তা জানান, হুন্ডির সাথে জড়িত সন্দেহে বেশ কয়েকজন প্রভাবশালী ব্যক্তির সম্পদের তথ্য সংগ্রহ করা হচ্ছে। শিগগিরই আইনগত ব্যবস্থা নেয়া হবে।: [586, 1351, 762, 1424]
paragraph: মামলার এক আসামি এখনো পলাতক রয়েছেন। আদালত তার বিরুদ্ধে গ্রেফতারি পরোয়ানা জারি করেছেন। বাকিদের জামিন নামঞ্জুর করে কারাগারে পাঠানোর নির্দেশ দেন বিচারক।: [586, 105, 762, 179]
article-headline: জ্বালানি সঙ্কটের জন্য: [210, 670, 373, 694]
paragraph: স্বাস্থ্য অধিদফতরের তথ্য অনুযায়ী, দেশে গত তিন মাসে হামে আক্রান্তের সংখ্যা আগের বছরের একই সময়ের তুলনায় দ্বিগুণ হয়েছে। টিকা না পাওয়া শিশুরাই বেশি আক্রান্ত হচ্ছে।: [968, 105, 1145, 179]
article-body: [203, 156, 380, 650]
university-name-bn: বাংলাদেশ মেডিক্যাল বিশ্ববিদ্যালয়: [989, 931, 1315, 959]
paragraph: Written Admission Test, Venue and Admit Card print out date and time will be informed in the candidate's mobile number and in the University website (www.bmu.ac.bd) later on.: [814, 1744, 1511, 1774]
paragraph: এ দিকে একই ঘটনায় করা পৃথক মামলায় দুই নেতার বিরুদ্ধে আনুষ্ঠানিকভাবে অভিযোগ গঠন করা হয়েছে। আগামী মাসে সাক্ষ্যগ্রহণ শুরু হবে। পরবর্তী শুনানির দিন ধার্য করা হয়েছে আগামী ১২ মে।: [586, 323, 762, 396]
measles-subcolumn-2: [968, 105, 1145, 873]
paragraph: বিশেষজ্ঞরা বলছেন, করোনা মহামারীর সময় নিয়মিত টিকাদান কর্মসূচি ব্যাহত হওয়ায় বিশ্বজুড়ে হামের টিকার কাভারেজ কমে গেছে। এর ফলে ইউরোপ, আমেরিকা ও এশিয়ার বিভিন্ন দেশে নতুন করে হাম ফিরে আসছে।: [12, 1386, 189, 1475]
note-line-1: All the above changes shall be the integral part of the Tender document.: [25, 2172, 343, 2185]
paragraph: পেট্রোবাংলার কর্মকর্তারা জানান, দেশীয় গ্যাসক্ষেত্রগুলোর উৎপাদন প্রতি বছর কমছে। নতুন কূপ খনন ও অনুসন্ধান কার্যক্রম জোরদার করা হয়েছে; আগামী বছর নাগাদ সরবরাহ পরিস্থিতির উন্নতি হবে বলে আশা করছেন তারা।: [203, 882, 380, 971]
bmu-section-admit-card: [792, 1729, 1511, 1775]
paragraph: এ দিকে ভুক্তভোগীদের পুনর্বাসন ও ক্ষতিপূরণের দাবি জানিয়েছে বিভিন্ন মানবাধিকার সংগঠন। তারা ঘটনার নিরপেক্ষ ও স্বচ্ছ তদন্তের ওপর গুরুত্বারোপ করেছে।: [395, 633, 571, 708]
section-title: 5. Submission of Application (through online):: [792, 1781, 1031, 1795]
article-body: [203, 721, 380, 1134]
article-disappearance-continued: [586, 105, 762, 398]
paragraph: কমিশনের একজন সদস্য বলেন, ভুক্তভোগীদের সাক্ষ্য ও প্রমাণের ভিত্তিতে জড়িত কর্মকর্তাদের চিহ্নিত করা হচ্ছে। দায়ীদের বিচারের আওতায় আনার সুপারিশসহ প্রতিবেদন জমা দেয়া হবে।: [395, 553, 571, 627]
paragraph: a) Period of Payment : From 26 April 2026 to 10 May 2026: [814, 1653, 1078, 1666]
paragraph: এতে বলা হয়, চলতি ২০২৫-২৬ অর্থবছরে সিগারেটের নিম্নস্তরের ১০ শলাকার সর্বনিম্ন দাম মাত্র ৫০ টাকা, যা দক্ষিণ এশিয়ার দেশগুলোর মধ্যে সবচেয়ে কম। দাম নাগালের মধ্যে থাকায় তরুণ ও নিম্ন আয়ের মানুষ সহজেই তামাকে আসক্ত হচ্ছে বলে জানান বক্তারা।: [12, 157, 189, 261]
notice-date: Date: 19-04-2026: [671, 1985, 749, 1998]
paragraph: অনুসন্ধানে আরো দেখা গেছে, দুবাই, মালয়েশিয়া ও সৌদি আরবকেন্দ্রিক চক্রগুলো দেশে এজেন্ট নিয়োগ করে নেটওয়ার্ক গড়ে তুলেছে। প্রতিটি চক্রে ৩০ থেকে ৪০ জন সদস্য রয়েছে বলে ধারণা তদন্তকারীদের।: [203, 1485, 380, 1573]
article-headline: সেদিন আমিসহ আরো কয়েকজনকে: [396, 106, 569, 153]
sub-headline: ২ নেতার বিরুদ্ধে অভিযোগ গঠন: [586, 304, 728, 317]
paragraph: আদালত প্রাঙ্গণে ভুক্তভোগীদের স্বজনরা বলেন, দীর্ঘ প্রতীক্ষার পর বিচারপ্রক্রিয়া শুরু হওয়ায় তারা আশাবাদী। তবে বিচার যেন দ্রুত শেষ হয়, সেই দাবি জানান তারা।: [586, 236, 762, 295]
article-rickshaw-death: [586, 408, 762, 691]
paragraph: মানবাধিকার সংগঠনগুলোর তথ্য অনুযায়ী, গত দেড় দশকে গুমের শিকার হয়েছেন কয়েক শ মানুষ। তাদের মধ্যে অনেকে এখনো নিখোঁজ রয়েছেন।: [395, 422, 571, 480]
exam-schedule-table: [807, 1939, 1498, 1989]
article-rohingya-passport: [12, 509, 189, 837]
company-name-en: Ghorashal Polash Fertilizer PLC (GPFPLC): [224, 1889, 551, 1909]
paragraph: বিশেষজ্ঞদের মতে, হাম প্রতিরোধে টিকার পাশাপাশি পুষ্টিকর খাবার ও ভিটামিন এ গুরুত্বপূর্ণ ভূমিকা রাখে। আক্রান্ত শিশুকে পর্যাপ্ত তরল খাবার দেয়ার পরামর্শ দেন তারা।: [1350, 301, 1527, 375]
corrected-badge: সংশোধিত: [1435, 896, 1511, 927]
article-body: [12, 930, 189, 1117]
sub-headline: পটুয়াখালী প্রতিনিধি জানান: [1159, 203, 1279, 217]
amended-info-header: Corrected/Amended Information: [329, 2092, 748, 2111]
company-phone: Phone: 88-02-9466425,: [335, 1938, 440, 1951]
article-headline: হাম ও উপসর্গে আরো ৩ শিশুর মৃত্যু: [796, 106, 935, 188]
column-rule: [196, 105, 197, 1834]
article-headline: পোশাক খাতে অডিও: [209, 106, 374, 129]
masthead-right: [1181, 42, 1524, 88]
article-headline: তামাক ব্যবহার কমিয়ে: [16, 106, 185, 129]
paragraph: বায়ারদের আস্থা ধরে রাখতে শ্রমিক-মালিক উভয় পক্ষকে দায়িত্বশীল আচরণের আহ্বান জানিয়েছেন খাতসংশ্লিষ্টরা। পরিস্থিতি স্বাভাবিক রাখতে শিল্প পুলিশের টহল জোরদার করা হয়েছে।: [203, 575, 380, 649]
paragraph: অভিবাসন বিশেষজ্ঞরা বলছেন, প্রবাসীদের জন্য রেমিট্যান্স পাঠানোর খরচ কমানো এবং প্রক্রিয়া সহজ করা গেলে হুন্ডির আকর্ষণ কমবে। পাশাপাশি প্রবাসে ব্যাংকিং সেবার পরিধি বাড়ানোর তাগিদ দেন তারা।: [586, 1270, 762, 1343]
note-line-2: All other terms & conditions of the tender enquiry will remain unchanged.: [25, 2186, 354, 2199]
paragraph: বাংলাদেশ ব্যাংকের সংশ্লিষ্ট বিভাগ জানিয়েছে, সন্দেহজনক লেনদেন চিহ্নিত করতে প্রযুক্তিনির্ভর নজরদারি বাড়ানো হয়েছে। এজেন্টদের লেনদেনের তথ্য নিয়মিত বিশ্লেষণ করা হচ্ছে।: [586, 1189, 762, 1263]
paragraph: 5. Community Health Nursing: [1162, 1222, 1301, 1235]
paragraph: উল্লেখ্য, আন্তর্জাতিক বাজারে ক্রয়াদেশ কমে যাওয়ায় এমনিতেই চাপে রয়েছে দেশের প্রধান রফতানি খাতটি। এ অবস্থায় যেকোনো অস্থিরতা খাতটিকে আরো ক্ষতিগ্রস্ত করবে বলে মনে করছেন সংশ্লিষ্টরা।: [203, 480, 380, 568]
paragraph: ইসলামী দলগুলোর সাথে চলমান সংলাপের অংশ হিসেবে আজ এ বৈঠক অনুষ্ঠিত হবে। বৈঠকে আগামী জাতীয় নির্বাচন, সংস্কার কার্যক্রম ও চলমান রাজনৈতিক পরিস্থিতি নিয়ে আলোচনা হওয়ার কথা রয়েছে।: [12, 930, 189, 1019]
paragraph: জ্বালানি বিশেষজ্ঞরা বলছেন, স্থলভাগ ও সমুদ্রে অনুসন্ধানে দীর্ঘমেয়াদি পরিকল্পনা না থাকায় আজকের এই সঙ্কট। আমদানিনির্ভরতা কমিয়ে দেশীয় উৎসে জোর দেয়ার পরামর্শ দিয়েছেন তারা।: [203, 978, 380, 1052]
paragraph: বক্তারা বলেন, তামাকজাত পণ্যের ওপর সুনির্দিষ্ট করারোপ করা হলে একদিকে সরকারের রাজস্ব আয় বাড়বে, অন্যদিকে তামাকের ব্যবহার উল্লেখযোগ্য হারে কমবে। বিশ্ব স্বাস্থ্য সংস্থার তথ্য তুলে ধরে তারা জানান, দেশে প্রতি বছর তামাকজনিত রোগে লক্ষাধিক মানুষের মৃত্যু হয়।: [12, 268, 189, 372]
article-headline: হামের কারণে জরুরি অবস্থা: [21, 1136, 180, 1182]
signature-scribble: [590, 2202, 712, 2230]
continued-from-marker: ৩য় পৃষ্ঠার পর: [12, 549, 69, 562]
paragraph: 1. Adult and Elderly Health Nursing: [1162, 1154, 1328, 1167]
